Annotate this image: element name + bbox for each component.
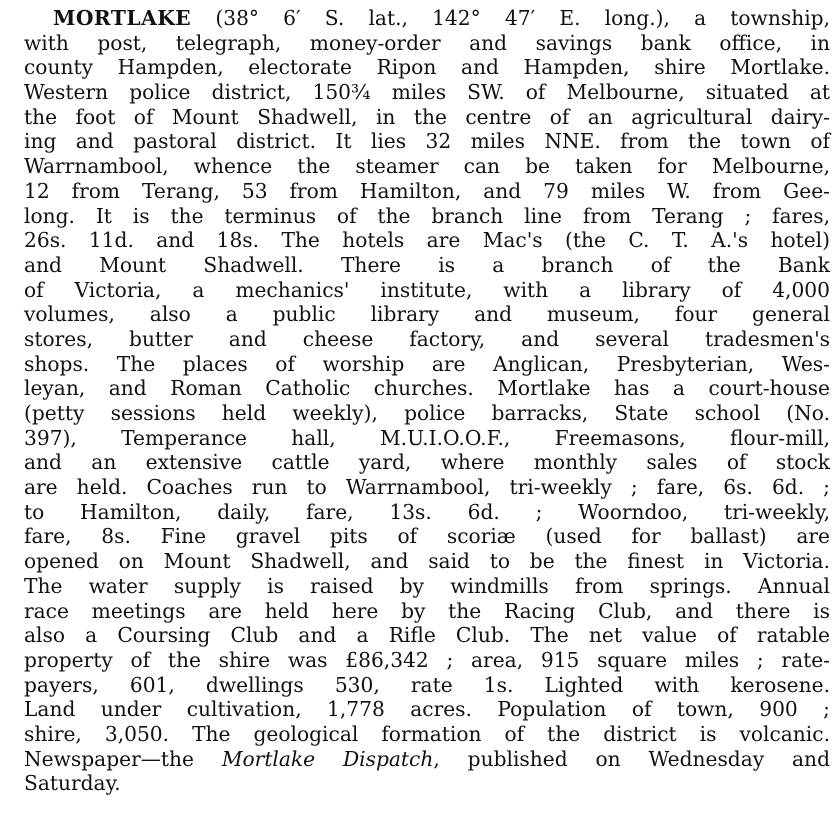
entry-line: property of the shire was £86,342 ; area, 915 square miles ; rate- — [24, 647, 830, 672]
entry-line: 397), Temperance hall, M.U.I.O.O.F., Freemasons, flour-mill, — [24, 425, 830, 450]
newspaper-prefix: Newspaper—the — [24, 746, 222, 771]
entry-line: with post, telegraph, money-order and savings bank office, in — [24, 30, 830, 55]
entry-coordinates-text: (38° 6′ S. lat., 142° 47′ E. long.), a township, — [191, 6, 830, 30]
entry-line: opened on Mount Shadwell, and said to be the finest in Victoria. — [24, 549, 830, 574]
entry-headword: MORTLAKE — [53, 6, 192, 30]
entry-line: 12 from Terang, 53 from Hamilton, and 79 miles W. from Gee- — [24, 178, 830, 203]
newspaper-title: Mortlake Dispatch — [221, 746, 434, 771]
entry-line: stores, butter and cheese factory, and several tradesmen's — [24, 326, 830, 351]
newspaper-suffix: , published on Wednesday and — [433, 746, 830, 771]
entry-line: county Hampden, electorate Ripon and Hampden, shire Mortlake. — [24, 55, 830, 80]
entry-line: payers, 601, dwellings 530, rate 1s. Lighted with kerosene. — [24, 672, 830, 697]
entry-line: and an extensive cattle yard, where monthly sales of stock — [24, 450, 830, 475]
entry-line: race meetings are held here by the Racing Club, and there is — [24, 598, 830, 623]
entry-line: 26s. 11d. and 18s. The hotels are Mac's (the C. T. A.'s hotel) — [24, 228, 830, 253]
entry-line: ing and pastoral district. It lies 32 miles NNE. from the town of — [24, 129, 830, 154]
entry-line: long. It is the terminus of the branch line from Terang ; fares, — [24, 203, 830, 228]
entry-line: also a Coursing Club and a Rifle Club. The net value of ratable — [24, 623, 830, 648]
entry-line: Warrnambool, whence the steamer can be taken for Melbourne, — [24, 154, 830, 179]
entry-line: (petty sessions held weekly), police barracks, State school (No. — [24, 401, 830, 425]
entry-line: Land under cultivation, 1,778 acres. Population of town, 900 ; — [24, 697, 830, 722]
entry-line: Western police district, 150¾ miles SW. of Melbourne, situated at — [24, 80, 830, 105]
entry-line-1 — [53, 6, 830, 31]
entry-line: shops. The places of worship are Anglican, Presbyterian, Wes- — [24, 351, 830, 376]
entry-line: The water supply is raised by windmills from springs. Annual — [24, 573, 830, 598]
entry-line: volumes, also a public library and museum, four general — [24, 302, 830, 327]
gazetteer-entry — [24, 6, 830, 796]
entry-line: leyan, and Roman Catholic churches. Mortlake has a court-house — [24, 376, 830, 401]
entry-final-line: Saturday. — [24, 771, 121, 796]
entry-newspaper-line — [24, 747, 830, 772]
entry-line: and Mount Shadwell. There is a branch of the Bank — [24, 252, 830, 277]
entry-line: are held. Coaches run to Warrnambool, tri-weekly ; fare, 6s. 6d. ; — [24, 475, 830, 500]
entry-line: of Victoria, a mechanics' institute, with a library of 4,000 — [24, 277, 830, 302]
entry-line: fare, 8s. Fine gravel pits of scoriæ (used for ballast) are — [24, 524, 830, 549]
entry-line: the foot of Mount Shadwell, in the centre of an agricultural dairy- — [24, 104, 830, 129]
entry-line: shire, 3,050. The geological formation of the district is volcanic. — [24, 721, 830, 746]
entry-line: to Hamilton, daily, fare, 13s. 6d. ; Woorndoo, tri-weekly, — [24, 499, 830, 524]
